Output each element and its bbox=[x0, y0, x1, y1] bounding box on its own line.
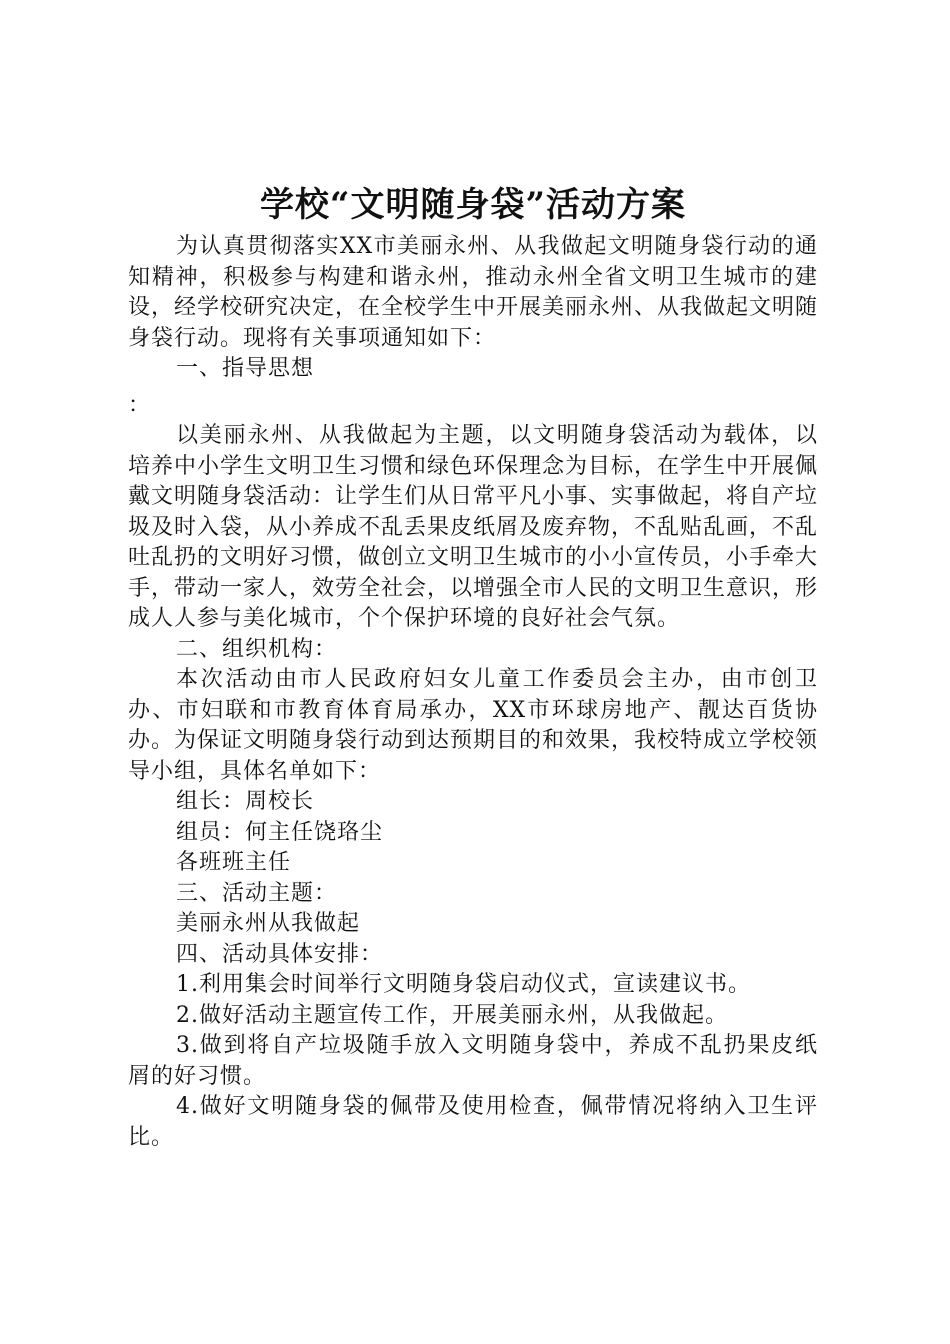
list-item: 4.做好文明随身袋的佩带及使用检查，佩带情况将纳入卫生评比。 bbox=[128, 1094, 818, 1150]
document-page bbox=[128, 180, 818, 1153]
section2-heading: 二、组织机构： bbox=[176, 636, 338, 662]
section4-heading: 四、活动具体安排： bbox=[176, 941, 384, 967]
section3-body: 美丽永州从我做起 bbox=[176, 911, 361, 936]
list-item: 3.做到将自产垃圾随手放入文明随身袋中，养成不乱扔果皮纸屑的好习惯。 bbox=[128, 1033, 818, 1089]
section2-body: 本次活动由市人民政府妇女儿童工作委员会主办，由市创卫办、市妇联和市教育体育局承办，XX市环球房地产、靓达百货协办。为保证文明随身袋行动到达预期目的和效果，我校特成立学校领导小组，具体名单如下： bbox=[128, 667, 819, 784]
list-item: 2.做好活动主题宣传工作，开展美丽永州，从我做起。 bbox=[176, 1002, 728, 1028]
class-teachers-line: 各班班主任 bbox=[176, 850, 292, 875]
intro-paragraph: 为认真贯彻落实XX市美丽永州、从我做起文明随身袋行动的通知精神，积极参与构建和谐永州，推动永州全省文明卫生城市的建设，经学校研究决定，在全校学生中开展美丽永州、从我做起文明随身袋行动。现将有关事项通知如下： bbox=[128, 234, 819, 351]
section3-heading: 三、活动主题： bbox=[176, 880, 338, 906]
leader-line: 组长：周校长 bbox=[176, 789, 315, 814]
document-title: 学校“文明随身袋”活动方案 bbox=[259, 185, 687, 225]
section1-colon: ： bbox=[128, 392, 152, 418]
list-item: 1.利用集会时间举行文明随身袋启动仪式，宣读建议书。 bbox=[176, 972, 751, 997]
section1-body: 以美丽永州、从我做起为主题，以文明随身袋活动为载体，以培养中小学生文明卫生习惯和绿色环保理念为目标，在学生中开展佩戴文明随身袋活动：让学生们从日常平凡小事、实事做起，将自产垃圾及时入袋，从小养成不乱丢果皮纸屑及废弃物，不乱贴乱画，不乱吐乱扔的文明好习惯，做创立文明卫生城市的小小宣传员，小手牵大手，带动一家人，效劳全社会，以增强全市人民的文明卫生意识，形成人人参与美化城市，个个保护环境的良好社会气氛。 bbox=[128, 423, 819, 631]
section1-heading: 一、指导思想 bbox=[176, 356, 315, 381]
members-line: 组员：何主任饶珞尘 bbox=[176, 819, 384, 845]
